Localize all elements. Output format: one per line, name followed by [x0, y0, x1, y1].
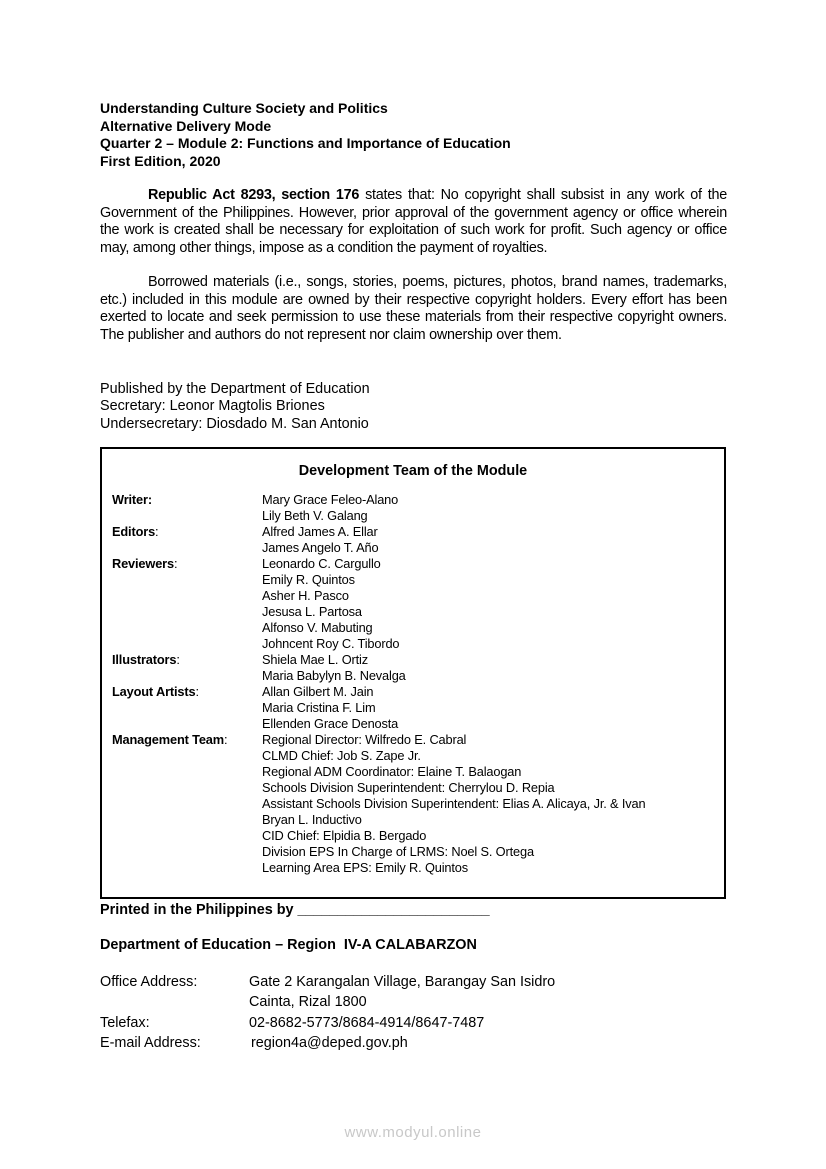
- person-name: CID Chief: Elpidia B. Bergado: [262, 828, 427, 843]
- person-name: Regional ADM Coordinator: Elaine T. Balaogan: [262, 764, 522, 779]
- role-label: Editors:: [112, 524, 159, 539]
- law-reference: Republic Act 8293, section 176: [148, 187, 360, 203]
- region-heading: Department of Education – Region IV-A CALABARZON: [100, 937, 477, 953]
- role-label: Layout Artists:: [112, 684, 199, 699]
- subject-title: Understanding Culture Society and Politics: [100, 100, 388, 116]
- office-address-label: Office Address:: [100, 974, 198, 990]
- edition: First Edition, 2020: [100, 152, 221, 169]
- development-team-box: [100, 447, 726, 899]
- telefax-label: Telefax:: [100, 1014, 150, 1031]
- person-name: Ellenden Grace Denosta: [262, 716, 399, 731]
- team-row-writer: [112, 492, 645, 524]
- role-names: [262, 732, 645, 876]
- email-row: [100, 1033, 555, 1053]
- person-name: Allan Gilbert M. Jain: [262, 684, 374, 699]
- role-label: Management Team:: [112, 732, 228, 747]
- person-name: Mary Grace Feleo-Alano: [262, 492, 399, 507]
- office-address-row: [100, 972, 555, 1013]
- team-row-layout-artists: [112, 684, 645, 732]
- role-names: [262, 524, 378, 556]
- copyright-notice: [100, 187, 727, 257]
- telefax-value: 02-8682-5773/8684-4914/8647-7487: [249, 1014, 485, 1031]
- team-row-editors: [112, 524, 645, 556]
- role-label: Illustrators:: [112, 652, 180, 667]
- role-names: [262, 652, 406, 684]
- telefax-row: [100, 1013, 555, 1033]
- person-name: CLMD Chief: Job S. Zape Jr.: [262, 748, 421, 763]
- secretary-line: Secretary: Leonor Magtolis Briones: [100, 398, 325, 415]
- module-header: [100, 100, 511, 170]
- person-name: Lily Beth V. Galang: [262, 508, 368, 523]
- undersecretary-line: Undersecretary: Diosdado M. San Antonio: [100, 415, 369, 432]
- borrowed-materials-notice: [100, 274, 727, 344]
- role-names: [262, 492, 398, 524]
- person-name: Shiela Mae L. Ortiz: [262, 652, 368, 667]
- team-row-illustrators: [112, 652, 645, 684]
- person-name: Maria Cristina F. Lim: [262, 700, 376, 715]
- borrowed-text: Borrowed materials (i.e., songs, stories, poems, pictures, photos, brand names, trademarks, etc.) included in this module are owned by their respective copyright holders. Every effort has been exerted to locate and seek permission to use these materials from their respective copyright owners. The publisher and authors do not represent nor claim ownership over them.: [100, 274, 727, 343]
- email-value: region4a@deped.gov.ph: [251, 1035, 408, 1052]
- person-name: Asher H. Pasco: [262, 588, 349, 603]
- person-name: James Angelo T. Año: [262, 540, 379, 555]
- printed-by-line: Printed in the Philippines by ________________________: [100, 902, 490, 918]
- person-name: Alfonso V. Mabuting: [262, 620, 373, 635]
- role-label: Reviewers:: [112, 556, 178, 571]
- module-title: Quarter 2 – Module 2: Functions and Importance of Education: [100, 135, 511, 152]
- delivery-mode: Alternative Delivery Mode: [100, 117, 272, 134]
- person-name: Schools Division Superintendent: Cherrylou D. Repia: [262, 780, 555, 795]
- person-name: Maria Babylyn B. Nevalga: [262, 668, 406, 683]
- person-name: Jesusa L. Partosa: [262, 604, 362, 619]
- email-label: E-mail Address:: [100, 1035, 201, 1052]
- person-name: Bryan L. Inductivo: [262, 812, 362, 827]
- person-name: Learning Area EPS: Emily R. Quintos: [262, 860, 468, 875]
- person-name: Leonardo C. Cargullo: [262, 556, 381, 571]
- person-name: Regional Director: Wilfredo E. Cabral: [262, 732, 467, 747]
- person-name: Johncent Roy C. Tibordo: [262, 636, 400, 651]
- law-text: states that: No copyright shall subsist in any work of the Government of the Philippines. However, prior approval of the government agency or office wherein the work is created shall be necessary for exploitation of such work for profit. Such agency or office may, among other things, impose as a condition the payment of royalties.: [100, 187, 727, 256]
- team-row-reviewers: [112, 556, 645, 652]
- person-name: Assistant Schools Division Superintendent: Elias A. Alicaya, Jr. & Ivan: [262, 796, 646, 811]
- role-label: Writer:: [112, 492, 152, 507]
- person-name: Emily R. Quintos: [262, 572, 355, 587]
- publisher-line: Published by the Department of Education: [100, 381, 370, 397]
- person-name: Alfred James A. Ellar: [262, 524, 378, 539]
- person-name: Division EPS In Charge of LRMS: Noel S. Ortega: [262, 844, 534, 859]
- development-team-title: Development Team of the Module: [298, 463, 528, 479]
- team-row-management: [112, 732, 645, 876]
- role-names: [262, 684, 398, 732]
- role-names: [262, 556, 399, 652]
- team-list: [112, 492, 645, 876]
- contact-info: [100, 972, 555, 1054]
- watermark-text: www.modyul.online: [344, 1124, 482, 1141]
- publisher-info: [100, 381, 370, 433]
- office-address-value: Gate 2 Karangalan Village, Barangay San Isidro Cainta, Rizal 1800: [249, 974, 556, 1011]
